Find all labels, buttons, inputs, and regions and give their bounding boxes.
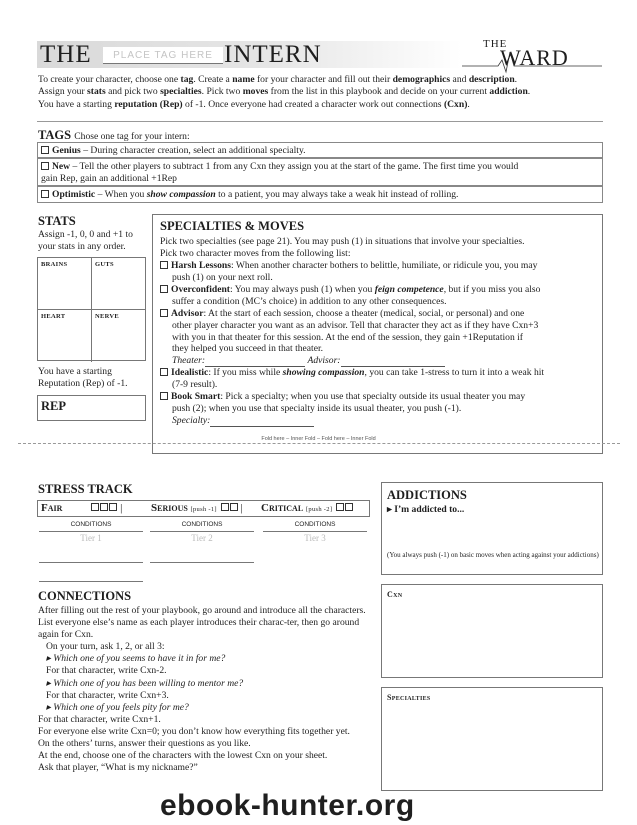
moves-instructions: Pick two character moves from the following list: bbox=[160, 248, 351, 260]
checkbox[interactable] bbox=[41, 190, 49, 198]
specialties-moves-box bbox=[152, 214, 603, 454]
advisor-fields: Theater: Advisor: bbox=[172, 355, 595, 367]
cxn-box[interactable] bbox=[381, 584, 603, 678]
move-harsh-lessons[interactable]: Harsh Lessons: When another character bothers to belittle, humiliate, or ridicule you, you may push (1) on your next roll. bbox=[160, 260, 595, 284]
specialties-instructions: Pick two specialties (see page 21). You may push (1) in situations that involve your specialties. bbox=[160, 236, 525, 248]
title-suffix: INTERN bbox=[224, 41, 322, 68]
condition-line[interactable] bbox=[39, 562, 143, 563]
fold-line bbox=[18, 443, 620, 444]
checkbox[interactable] bbox=[160, 261, 168, 269]
stats-grid bbox=[37, 257, 146, 361]
conditions-label: CONDITIONS bbox=[181, 521, 223, 528]
tier-2-field[interactable]: Tier 2 bbox=[150, 531, 254, 544]
question-1: ▸ Which one of you seems to have it in for me? bbox=[46, 653, 226, 665]
specialties-box[interactable] bbox=[381, 687, 603, 791]
stats-title: STATS bbox=[38, 214, 76, 228]
question-2: ▸ Which one of you has been willing to mentor me? bbox=[46, 677, 244, 689]
addiction-note: (You always push (-1) on basic moves when acting against your addictions) bbox=[387, 551, 599, 559]
checkbox[interactable] bbox=[160, 368, 168, 376]
checkbox[interactable] bbox=[41, 162, 49, 170]
tier-1-field[interactable]: Tier 1 bbox=[39, 531, 143, 544]
intro-paragraph bbox=[38, 74, 604, 111]
stress-serious: Serious [push -1] | bbox=[151, 502, 243, 514]
connections-title: CONNECTIONS bbox=[38, 589, 132, 603]
conditions-label: CONDITIONS bbox=[70, 521, 112, 528]
specialty-field[interactable] bbox=[210, 426, 314, 427]
stress-box[interactable] bbox=[109, 503, 117, 511]
specialties-label: Specialties bbox=[387, 693, 431, 702]
question-3: ▸ Which one of you feels pity for me? bbox=[46, 701, 189, 713]
move-idealistic[interactable]: Idealistic: If you miss while showing compassion, you can take 1-stress to turn it into a weak hit (7-9 result). bbox=[160, 367, 595, 391]
stress-box[interactable] bbox=[100, 503, 108, 511]
intro-line-2: Assign your stats and pick two specialties. Pick two moves from the list in this playbook and decide on your current addiction. bbox=[38, 86, 531, 98]
divider bbox=[37, 121, 603, 122]
specialties-moves-title: SPECIALTIES & MOVES bbox=[160, 219, 305, 233]
stress-box[interactable] bbox=[91, 503, 99, 511]
watermark: ebook-hunter.org bbox=[160, 789, 415, 822]
connections-text: After filling out the rest of your playbook, go around and introduce all the characters. List everyone else’s name as each player introduces their charac-ter, then go around again for Cxn. On your turn, ask 1, 2, or all 3: ▸ Which one of you seems to have it in for me? For that character, write Cxn-2. ▸ Which one of you has been willing to mentor me? For that character, write Cxn+3. ▸ Which one of you feels pity for me? For that character, write Cxn+1. For everyone else write Cxn=0; you don’t know how everything fits together yet. On the others’ turns, answer their questions as you like. At the end, choose one of the characters with the lowest Cxn on your sheet. Ask that player, “What is my nickname?” bbox=[38, 605, 373, 774]
addictions-box[interactable] bbox=[381, 482, 603, 575]
rep-description: You have a starting Reputation (Rep) of -1. bbox=[38, 366, 128, 390]
addiction-prompt: ▸ I’m addicted to... bbox=[387, 504, 465, 516]
intro-line-3: You have a starting reputation (Rep) of -1. Once everyone had created a character work out connections (Cxn). bbox=[38, 98, 470, 110]
stat-nerve[interactable]: NERVE bbox=[95, 313, 120, 320]
stress-fair: Fair | bbox=[41, 502, 123, 514]
tag-option-new[interactable]: New – Tell the other players to subtract 1 from any Cxn they assign you at the start of the game. The first time you would gain Rep, gain an additional +1Rep bbox=[37, 158, 603, 186]
stress-box[interactable] bbox=[345, 503, 353, 511]
fold-instructions: Fold here – Inner Fold – Fold here – Inner Fold bbox=[261, 436, 376, 442]
tag-option-optimistic[interactable]: Optimistic – When you show compassion to a patient, you may always take a weak hit instead of rolling. bbox=[37, 186, 603, 203]
addictions-title: ADDICTIONS bbox=[387, 488, 467, 502]
stress-box[interactable] bbox=[230, 503, 238, 511]
stats-description: Assign -1, 0, 0 and +1 to your stats in any order. bbox=[38, 229, 133, 252]
stress-box[interactable] bbox=[336, 503, 344, 511]
stat-heart[interactable]: HEART bbox=[38, 310, 92, 362]
checkbox[interactable] bbox=[160, 309, 168, 317]
logo-ward: WARD bbox=[500, 45, 569, 70]
checkbox[interactable] bbox=[160, 285, 168, 293]
logo-the: THE bbox=[483, 38, 508, 50]
condition-line[interactable] bbox=[39, 581, 143, 582]
stat-brains[interactable]: BRAINS bbox=[38, 258, 92, 310]
title-prefix: THE bbox=[40, 41, 92, 68]
stress-critical: Critical [push -2] bbox=[261, 501, 353, 517]
intro-line-1: To create your character, choose one tag. Create a name for your character and fill out their demographics and description. bbox=[38, 74, 518, 85]
stat-guts[interactable]: GUTS bbox=[92, 258, 146, 310]
rep-field[interactable]: REP bbox=[37, 395, 146, 421]
move-overconfident[interactable]: Overconfident: You may always push (1) when you feign competence, but if you miss you also suffer a condition (MC’s choice) in addition to any other consequences. bbox=[160, 284, 595, 308]
stress-box[interactable] bbox=[221, 503, 229, 511]
tag-placeholder-field[interactable]: PLACE TAG HERE bbox=[103, 47, 223, 64]
checkbox[interactable] bbox=[41, 146, 49, 154]
tags-header: TAGS Chose one tag for your intern: bbox=[38, 128, 190, 142]
conditions-label: CONDITIONS bbox=[294, 521, 336, 528]
checkbox[interactable] bbox=[160, 392, 168, 400]
cxn-label: Cxn bbox=[387, 590, 403, 599]
stress-track-title: STRESS TRACK bbox=[38, 482, 133, 496]
tier-3-field[interactable]: Tier 3 bbox=[263, 531, 367, 544]
move-book-smart[interactable]: Book Smart: Pick a specialty; when you use that specialty outside its usual theater you may push (2); when you use that specialty inside its usual theater, you push (-1). Specialty: bbox=[160, 391, 595, 427]
move-advisor[interactable]: Advisor: At the start of each session, choose a theater (medical, social, or personal) and one other player character you want as an advisor. Tell that character they act as if they have Cxn+3 with you in that theater for this session. At the end of the session, they gain +1Reputation if they helped you succeed in that theater. Theater: Advisor: bbox=[160, 308, 595, 368]
stress-track bbox=[37, 500, 370, 517]
tag-option-genius[interactable]: Genius – During character creation, select an additional specialty. bbox=[37, 142, 603, 158]
condition-line[interactable] bbox=[150, 562, 254, 563]
